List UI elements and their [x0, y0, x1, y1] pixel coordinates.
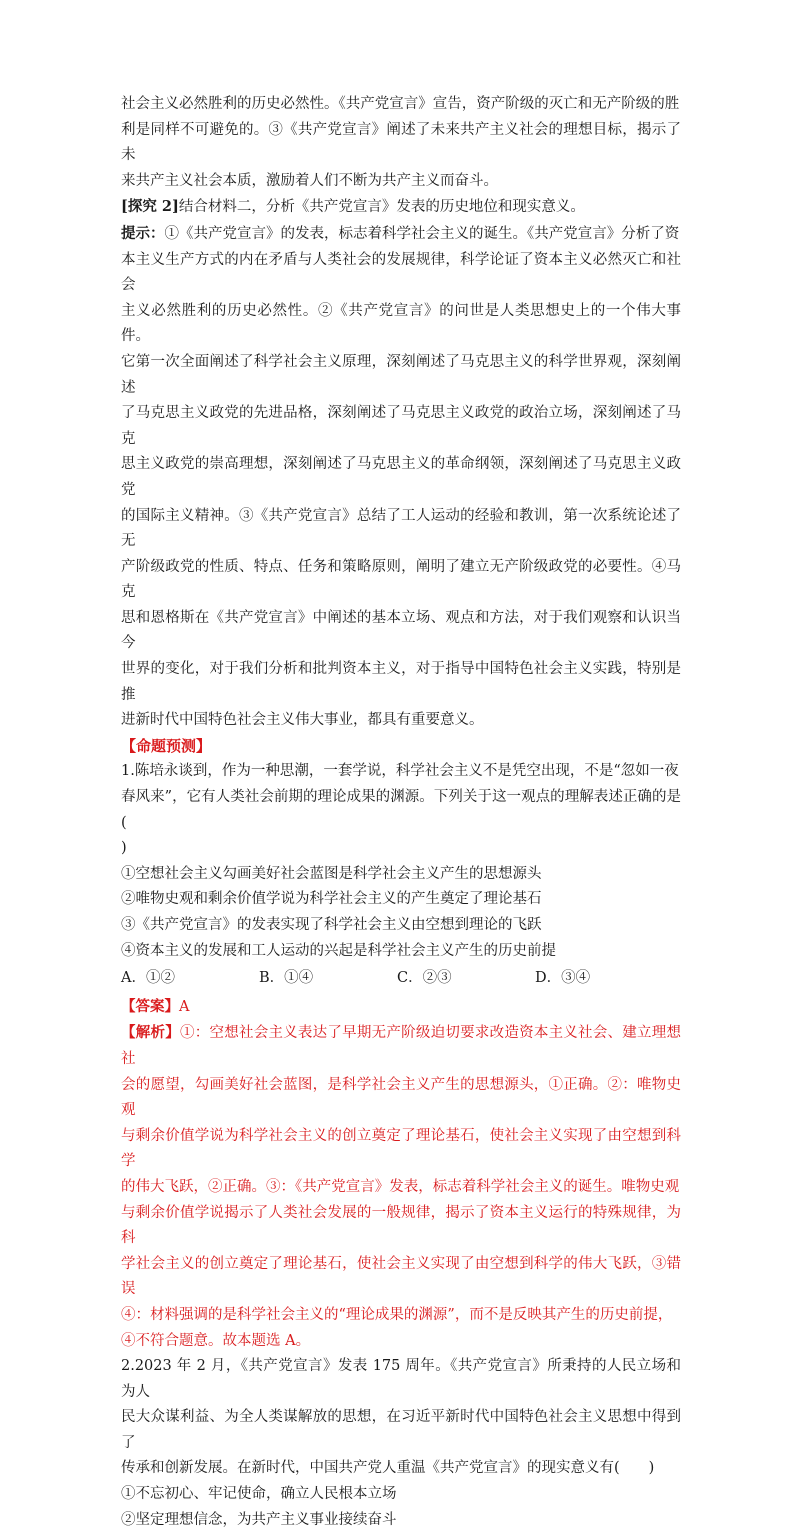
option-b: B．①④ [259, 970, 314, 987]
analysis-line: 与剩余价值学说揭示了人类社会发展的一般规律，揭示了资本主义运行的特殊规律，为科 [121, 1204, 681, 1247]
statement-item: ②坚定理想信念，为共产主义事业接续奋斗 [121, 1511, 397, 1528]
text-line: 来共产主义社会本质，激励着人们不断为共产主义而奋斗。 [121, 172, 498, 189]
answer-value: A [179, 998, 190, 1015]
analysis-line: 【解析】①：空想社会主义表达了早期无产阶级迫切要求改造资本主义社会、建立理想社 [121, 1024, 682, 1067]
analysis-line: 的伟大飞跃，②正确。③：《共产党宣言》发表，标志着科学社会主义的诞生。唯物史观 [121, 1178, 680, 1195]
prediction-heading: 【命题预测】 [121, 736, 212, 755]
analysis-label: 【解析】 [121, 1024, 180, 1042]
text-line: 世界的变化，对于我们分析和批判资本主义，对于指导中国特色社会主义实践，特别是推 [121, 661, 681, 703]
answer-line [121, 994, 681, 1021]
text-line: 主义必然胜利的历史必然性。②《共产党宣言》的问世是人类思想史上的一个伟大事件。 [121, 302, 681, 345]
text-line: 本主义生产方式的内在矛盾与人类社会的发展规律，科学论证了资本主义必然灭亡和社会 [121, 251, 681, 294]
text-line: 的国际主义精神。③《共产党宣言》总结了工人运动的经验和教训，第一次系统论述了无 [121, 507, 681, 550]
text-line: 进新时代中国特色社会主义伟大事业，都具有重要意义。 [121, 712, 484, 729]
hint-block [121, 221, 681, 734]
statement-item: ④资本主义的发展和工人运动的兴起是科学社会主义产生的历史前提 [121, 942, 556, 959]
question-stem-line: 2.2023 年 2 月，《共产党宣言》发表 175 周年。《共产党宣言》所秉持的人民立场和为人 [121, 1358, 681, 1400]
question-stem-line: 1.陈培永谈到，作为一种思潮，一套学说，科学社会主义不是凭空出现，不是“忽如一夜 [121, 763, 679, 780]
explore-2-text: 结合材料二，分析《共产党宣言》发表的历史地位和现实意义。 [178, 199, 585, 216]
statement-item: ①不忘初心、牢记使命，确立人民根本立场 [121, 1486, 397, 1503]
statement-item: ②唯物史观和剩余价值学说为科学社会主义的产生奠定了理论基石 [121, 891, 542, 908]
explore-2-label: [探究 2] [121, 198, 179, 216]
question-stem-line: 春风来”，它有人类社会前期的理论成果的渊源。下列关于这一观点的理解表述正确的是( [121, 789, 681, 831]
option-c: C．②③ [397, 970, 452, 987]
text-line: 思主义政党的崇高理想，深刻阐述了马克思主义的革命纲领，深刻阐述了马克思主义政党 [121, 456, 681, 498]
question-2 [121, 1354, 681, 1533]
option-d: D．③④ [535, 970, 591, 987]
answer-label: 【答案】 [121, 997, 179, 1015]
answer-options [121, 966, 681, 992]
text-line: 了马克思主义政党的先进品格，深刻阐述了马克思主义政党的政治立场，深刻阐述了马克 [121, 405, 681, 447]
hint-label: 提示： [121, 224, 165, 242]
text-line: 利是同样不可避免的。③《共产党宣言》阐述了未来共产主义社会的理想目标，揭示了未 [121, 121, 681, 164]
explore-2-line [121, 194, 681, 221]
text-line: 社会主义必然胜利的历史必然性。《共产党宣言》宣告，资产阶级的灭亡和无产阶级的胜 [121, 96, 680, 112]
text-line: 提示：①《共产党宣言》的发表，标志着科学社会主义的诞生。《共产党宣言》分析了资 [121, 224, 680, 242]
question-stem-line: 民大众谋利益、为全人类谋解放的思想，在习近平新时代中国特色社会主义思想中得到了 [121, 1409, 681, 1451]
analysis-line: 与剩余价值学说为科学社会主义的创立奠定了理论基石，使社会主义实现了由空想到科学 [121, 1127, 681, 1170]
text-line: 思和恩格斯在《共产党宣言》中阐述的基本立场、观点和方法，对于我们观察和认识当今 [121, 609, 681, 652]
analysis-block [121, 1020, 681, 1354]
question-stem-line: 传承和创新发展。在新时代，中国共产党人重温《共产党宣言》的现实意义有( ) [121, 1460, 655, 1477]
text-line: 产阶级政党的性质、特点、任务和策略原则，阐明了建立无产阶级政党的必要性。④马克 [121, 558, 681, 601]
intro-paragraph [121, 92, 681, 194]
text-line: 它第一次全面阐述了科学社会主义原理，深刻阐述了马克思主义的科学世界观，深刻阐述 [121, 353, 681, 396]
option-a: A．①② [121, 970, 175, 987]
question-1 [121, 759, 681, 1354]
question-stem-line: ) [121, 840, 127, 857]
analysis-line: ④：材料强调的是科学社会主义的“理论成果的渊源”，而不是反映其产生的历史前提， [121, 1306, 673, 1323]
statement-item: ①空想社会主义勾画美好社会蓝图是科学社会主义产生的思想源头 [121, 865, 542, 882]
analysis-line: 学社会主义的创立奠定了理论基石，使社会主义实现了由空想到科学的伟大飞跃，③错误 [121, 1255, 681, 1298]
analysis-line: 会的愿望，勾画美好社会蓝图，是科学社会主义产生的思想源头，①正确。②：唯物史观 [121, 1076, 681, 1119]
analysis-line: ④不符合题意。故本题选 A。 [121, 1332, 311, 1349]
document-page [121, 92, 681, 1533]
statement-item: ③《共产党宣言》的发表实现了科学社会主义由空想到理论的飞跃 [121, 917, 542, 933]
